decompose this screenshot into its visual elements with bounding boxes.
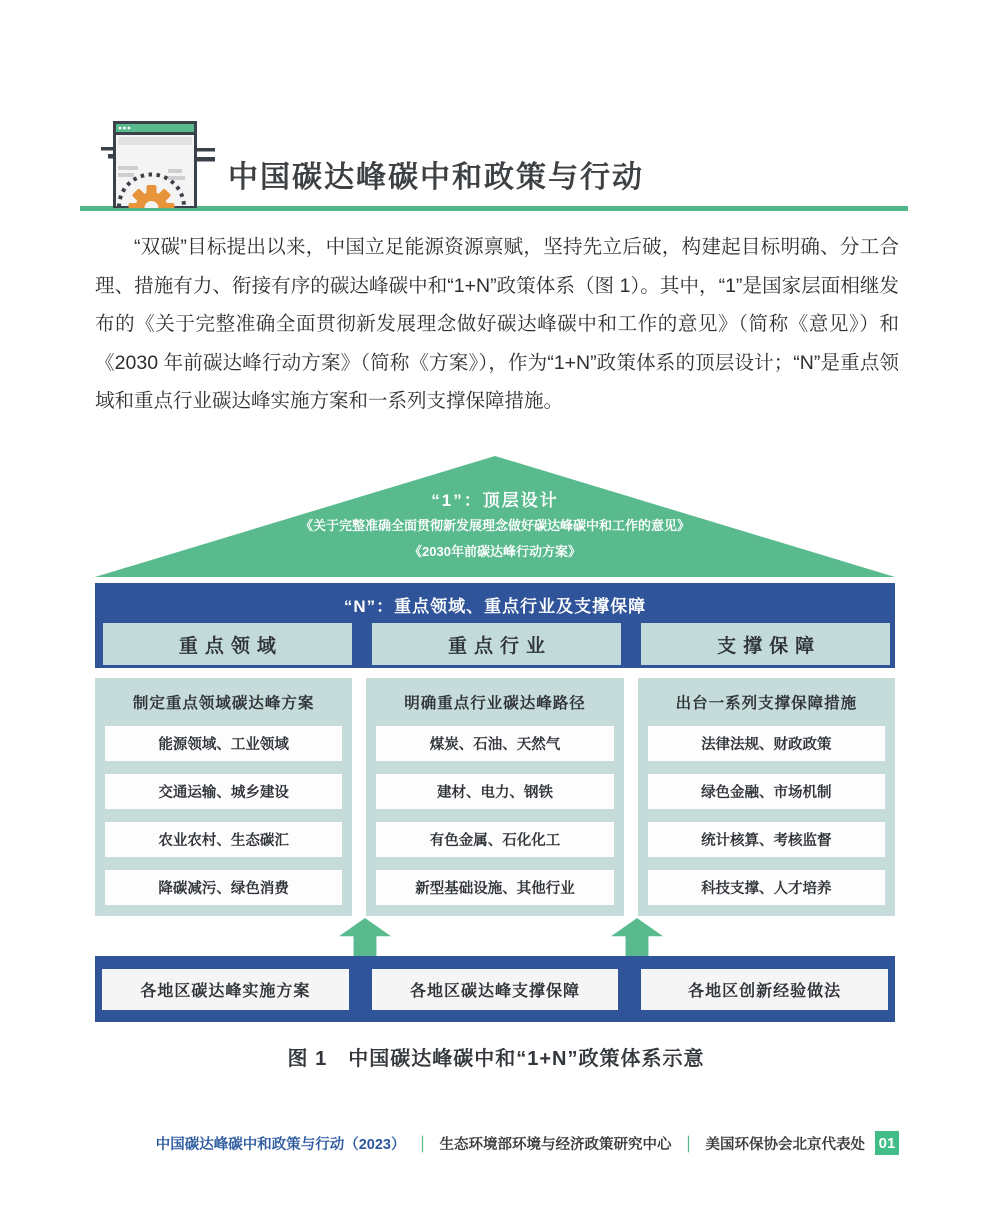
footer-separator: ｜ [680,1136,697,1154]
document-gear-icon [93,106,215,208]
list-item: 新型基础设施、其他行业 [376,870,613,905]
figure-caption: 图 1 中国碳达峰碳中和“1+N”政策体系示意 [287,1048,705,1070]
page-number-badge: 01 [875,1131,899,1155]
page-footer [156,1131,899,1155]
n-section-bar [95,583,895,668]
footer-separator: ｜ [414,1136,431,1154]
list-item: 能源领域、工业领域 [105,726,342,761]
footer-org-2: 美国环保协会北京代表处 [705,1136,865,1153]
regional-box-support: 各地区碳达峰支撑保障 [372,969,619,1010]
diagram-columns [95,678,895,916]
column-header: 制定重点领域碳达峰方案 [132,695,315,712]
footer-book-title: 中国碳达峰碳中和政策与行动（2023） [155,1136,406,1153]
list-item: 统计核算、考核监督 [648,822,885,857]
page-title: 中国碳达峰碳中和政策与行动 [228,161,644,194]
pyramid-title: “1”：顶层设计 [431,491,559,510]
intro-paragraph: “双碳”目标提出以来，中国立足能源资源禀赋，坚持先立后破，构建起目标明确、分工合理、措施有力、衔接有序的碳达峰碳中和“1+N”政策体系（图 1）。其中，“1”是国家层面相继发布的《关于完整准确全面贯彻新发展理念做好碳达峰碳中和工作的意见》（简称《意见》）和《2030 年前碳达峰行动方案》（简称《方案》），作为“1+N”政策体系的顶层设计；“N”是重点领域和重点行业碳达峰实施方案和一系列支撑保障措施。 [95,236,899,412]
list-item: 法律法规、财政政策 [648,726,885,761]
list-item: 有色金属、石化化工 [376,822,613,857]
tab-key-industries: 重点行业 [372,623,621,665]
list-item: 绿色金融、市场机制 [648,774,885,809]
footer-org-1: 生态环境部环境与经济政策研究中心 [439,1136,672,1153]
n-section-tabs [103,623,890,665]
policy-system-diagram [95,456,895,1022]
pyramid-doc-1: 《关于完整准确全面贯彻新发展理念做好碳达峰碳中和工作的意见》 [299,518,690,533]
up-arrow-icon [339,918,391,956]
list-item: 煤炭、石油、天然气 [376,726,613,761]
column-header: 出台一系列支撑保障措施 [675,695,858,712]
regional-bar [95,956,895,1022]
list-item: 降碳减污、绿色消费 [105,870,342,905]
list-item: 交通运输、城乡建设 [105,774,342,809]
pyramid-doc-2: 《2030年前碳达峰行动方案》 [409,544,581,559]
column-header: 明确重点行业碳达峰路径 [404,695,586,712]
n-section-title: “N”：重点领域、重点行业及支撑保障 [343,597,647,616]
list-item: 农业农村、生态碳汇 [105,822,342,857]
up-arrow-icon [611,918,663,956]
regional-box-implementation: 各地区碳达峰实施方案 [102,969,349,1010]
regional-box-innovation: 各地区创新经验做法 [641,969,888,1010]
column-key-areas [95,678,352,916]
tab-support-guarantee: 支撑保障 [641,623,890,665]
pyramid-top-design [95,456,895,577]
column-key-industries [366,678,623,916]
list-item: 科技支撑、人才培养 [648,870,885,905]
column-support-guarantee [638,678,895,916]
arrow-row [95,916,895,956]
tab-key-areas: 重点领域 [103,623,352,665]
list-item: 建材、电力、钢铁 [376,774,613,809]
